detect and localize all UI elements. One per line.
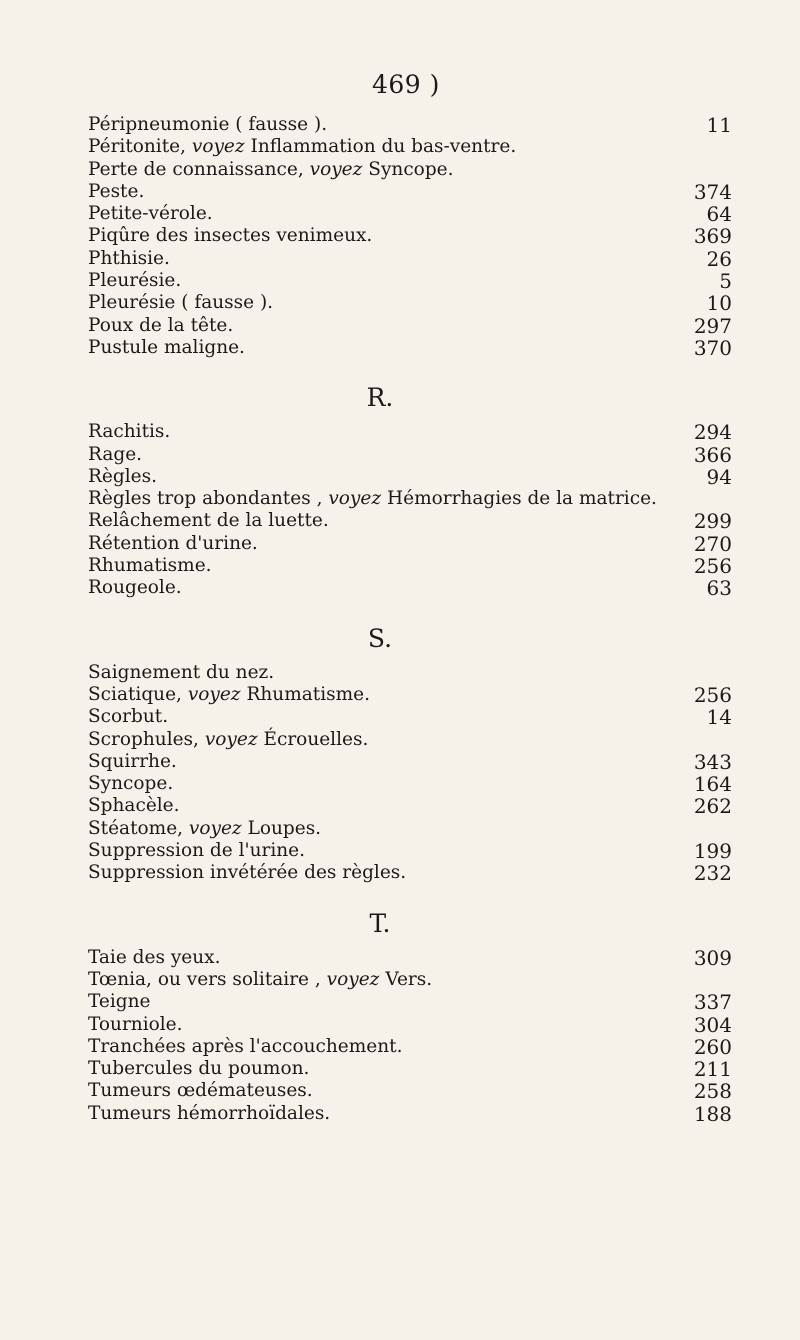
section-letter: S. bbox=[367, 623, 393, 653]
entry-term: Pleurésie ( fausse ). bbox=[88, 292, 274, 314]
entry-term: Squirrhe. bbox=[88, 750, 177, 772]
entry-page-number: 211 bbox=[693, 1057, 732, 1082]
entry-page-number: 370 bbox=[693, 335, 732, 360]
entry-page-number: 26 bbox=[706, 246, 732, 271]
see-reference-target: Inflammation du bas-ventre. bbox=[250, 136, 517, 158]
entry-term: Rhumatisme. bbox=[88, 555, 212, 577]
entry-term: Tumeurs hémorrhoïdales. bbox=[88, 1102, 331, 1124]
entry-term: Petite-vérole. bbox=[88, 203, 213, 225]
index-entry bbox=[88, 159, 732, 181]
index-entry bbox=[88, 555, 732, 577]
index-entry bbox=[88, 840, 732, 862]
entry-page-number: 94 bbox=[706, 464, 732, 489]
index-entry bbox=[88, 577, 732, 599]
entry-label bbox=[88, 159, 454, 181]
entry-term: Tranchées après l'accouchement. bbox=[88, 1035, 403, 1057]
index-entry bbox=[88, 1058, 732, 1080]
entry-term: Règles trop abondantes , bbox=[88, 488, 323, 510]
index-entry bbox=[88, 114, 732, 136]
entry-page-number: 297 bbox=[693, 313, 732, 338]
entry-term: Rachitis. bbox=[88, 421, 171, 443]
entry-term: Tubercules du poumon. bbox=[88, 1058, 310, 1080]
index-entry bbox=[88, 947, 732, 969]
entry-page-number: 299 bbox=[693, 509, 732, 534]
entry-term: Relâchement de la luette. bbox=[88, 510, 329, 532]
index-entry bbox=[88, 862, 732, 884]
see-reference-target: Syncope. bbox=[368, 158, 454, 180]
entry-label bbox=[88, 706, 168, 728]
entry-page-number: 5 bbox=[719, 269, 732, 294]
entry-page-number: 164 bbox=[693, 772, 732, 797]
entry-label bbox=[88, 577, 182, 599]
see-reference-word: voyez bbox=[204, 728, 258, 750]
entry-label bbox=[88, 862, 406, 884]
entry-label bbox=[88, 203, 213, 225]
entry-term: Rétention d'urine. bbox=[88, 532, 258, 554]
entry-term: Scorbut. bbox=[88, 706, 169, 728]
section-spacer bbox=[88, 885, 732, 899]
entry-term: Poux de la tête. bbox=[88, 314, 234, 336]
index-entry bbox=[88, 795, 732, 817]
see-reference-word: voyez bbox=[328, 488, 382, 510]
index-entry bbox=[88, 421, 732, 443]
section-spacer bbox=[88, 359, 732, 373]
entry-page-number: 270 bbox=[693, 531, 732, 556]
entry-label bbox=[88, 270, 181, 292]
index-entry bbox=[88, 136, 732, 158]
entry-term: Perte de connaissance, bbox=[88, 158, 304, 180]
entry-label bbox=[88, 1058, 309, 1080]
entry-page-number: 10 bbox=[706, 291, 732, 316]
see-reference-target: Hémorrhagies de la matrice. bbox=[386, 488, 657, 510]
entry-term: Tœnia, ou vers solitaire , bbox=[88, 968, 321, 990]
entry-term: Péritonite, bbox=[88, 136, 186, 158]
see-reference-target: Loupes. bbox=[247, 817, 322, 839]
entry-label bbox=[88, 1080, 313, 1102]
entry-term: Scrophules, bbox=[88, 728, 199, 750]
entry-label bbox=[88, 1014, 183, 1036]
entry-page-number: 337 bbox=[693, 990, 732, 1015]
entry-page-number: 256 bbox=[693, 554, 732, 579]
entry-term: Stéatome, bbox=[88, 817, 184, 839]
index-entry bbox=[88, 510, 732, 532]
entry-label bbox=[88, 225, 372, 247]
entry-page-number: 294 bbox=[693, 420, 732, 445]
section-letter: T. bbox=[369, 908, 391, 938]
entry-label bbox=[88, 292, 273, 314]
index-entry bbox=[88, 1080, 732, 1102]
index-entry bbox=[88, 466, 732, 488]
index-entry bbox=[88, 337, 732, 359]
entry-label bbox=[88, 181, 144, 203]
entry-term: Suppression de l'urine. bbox=[88, 840, 305, 862]
section-spacer bbox=[88, 600, 732, 614]
index-entry bbox=[88, 225, 732, 247]
entry-page-number: 369 bbox=[693, 224, 732, 249]
entry-term: Syncope. bbox=[88, 773, 174, 795]
entry-page-number: 188 bbox=[693, 1101, 732, 1126]
entry-page-number: 64 bbox=[706, 202, 732, 227]
entry-page-number: 258 bbox=[693, 1079, 732, 1104]
entry-label bbox=[88, 248, 170, 270]
see-reference-target: Rhumatisme. bbox=[246, 683, 371, 705]
see-reference-word: voyez bbox=[188, 817, 242, 839]
entry-page-number: 304 bbox=[693, 1012, 732, 1037]
index-entry bbox=[88, 773, 732, 795]
entry-page-number: 309 bbox=[693, 945, 732, 970]
entry-term: Tumeurs œdémateuses. bbox=[88, 1080, 313, 1102]
entry-term: Saignement du nez. bbox=[88, 661, 275, 683]
entry-label bbox=[88, 840, 305, 862]
entry-label bbox=[88, 315, 233, 337]
index-entry bbox=[88, 315, 732, 337]
entry-label bbox=[88, 466, 157, 488]
entry-label bbox=[88, 510, 329, 532]
entry-page-number: 256 bbox=[693, 682, 732, 707]
entry-label bbox=[88, 114, 327, 136]
entry-label bbox=[88, 773, 173, 795]
see-reference-word: voyez bbox=[309, 158, 363, 180]
entry-term: Rougeole. bbox=[88, 577, 182, 599]
entry-term: Taie des yeux. bbox=[88, 946, 221, 968]
entry-page-number: 199 bbox=[693, 839, 732, 864]
index-entry bbox=[88, 729, 732, 751]
index-entries bbox=[88, 114, 732, 1125]
entry-term: Teigne bbox=[88, 991, 151, 1013]
entry-page-number: 14 bbox=[706, 705, 732, 730]
entry-term: Pustule maligne. bbox=[88, 336, 245, 358]
index-entry bbox=[88, 1014, 732, 1036]
entry-label bbox=[88, 421, 170, 443]
entry-label bbox=[88, 751, 177, 773]
index-entry bbox=[88, 248, 732, 270]
entry-page-number: 343 bbox=[693, 749, 732, 774]
see-reference-word: voyez bbox=[191, 136, 245, 158]
index-entry bbox=[88, 488, 732, 510]
entry-page-number: 232 bbox=[693, 861, 732, 886]
index-entry bbox=[88, 969, 732, 991]
entry-page-number: 366 bbox=[693, 442, 732, 467]
entry-term: Sciatique, bbox=[88, 683, 182, 705]
entry-label bbox=[88, 444, 142, 466]
entry-label bbox=[88, 818, 321, 840]
index-entry bbox=[88, 181, 732, 203]
entry-term: Tourniole. bbox=[88, 1013, 183, 1035]
entry-label bbox=[88, 1036, 402, 1058]
entry-term: Suppression invétérée des règles. bbox=[88, 862, 407, 884]
entry-page-number: 11 bbox=[706, 113, 732, 137]
index-entry bbox=[88, 662, 732, 684]
entry-label bbox=[88, 729, 368, 751]
entry-label bbox=[88, 662, 274, 684]
entry-term: Rage. bbox=[88, 443, 143, 465]
index-entry bbox=[88, 1036, 732, 1058]
entry-label bbox=[88, 555, 212, 577]
entry-label bbox=[88, 684, 370, 706]
entry-label bbox=[88, 795, 180, 817]
entry-label bbox=[88, 991, 150, 1013]
entry-page-number: 374 bbox=[693, 179, 732, 204]
entry-label bbox=[88, 533, 258, 555]
index-entry bbox=[88, 991, 732, 1013]
section-letter: R. bbox=[366, 383, 394, 413]
index-entry bbox=[88, 203, 732, 225]
index-entry bbox=[88, 533, 732, 555]
entry-label bbox=[88, 488, 657, 510]
entry-label bbox=[88, 947, 220, 969]
entry-label bbox=[88, 1103, 330, 1125]
entry-term: Sphacèle. bbox=[88, 795, 180, 817]
entry-label bbox=[88, 969, 432, 991]
see-reference-word: voyez bbox=[187, 683, 241, 705]
index-entry bbox=[88, 751, 732, 773]
entry-term: Piqûre des insectes venimeux. bbox=[88, 225, 373, 247]
index-entry bbox=[88, 1103, 732, 1125]
index-entry bbox=[88, 444, 732, 466]
entry-term: Peste. bbox=[88, 180, 145, 202]
entry-term: Péripneumonie ( fausse ). bbox=[88, 114, 328, 135]
entry-label bbox=[88, 337, 245, 359]
entry-term: Règles. bbox=[88, 465, 157, 487]
index-entry bbox=[88, 818, 732, 840]
entry-term: Pleurésie. bbox=[88, 270, 182, 292]
see-reference-target: Écrouelles. bbox=[263, 728, 369, 750]
index-entry bbox=[88, 270, 732, 292]
see-reference-target: Vers. bbox=[385, 968, 433, 990]
entry-term: Phthisie. bbox=[88, 247, 170, 269]
index-entry bbox=[88, 684, 732, 706]
entry-page-number: 262 bbox=[693, 794, 732, 819]
entry-label bbox=[88, 136, 516, 158]
index-entry bbox=[88, 292, 732, 314]
page-number: 469 ) bbox=[372, 70, 440, 99]
index-entry bbox=[88, 706, 732, 728]
entry-page-number: 63 bbox=[706, 576, 732, 601]
see-reference-word: voyez bbox=[326, 968, 380, 990]
entry-page-number: 260 bbox=[693, 1034, 732, 1059]
